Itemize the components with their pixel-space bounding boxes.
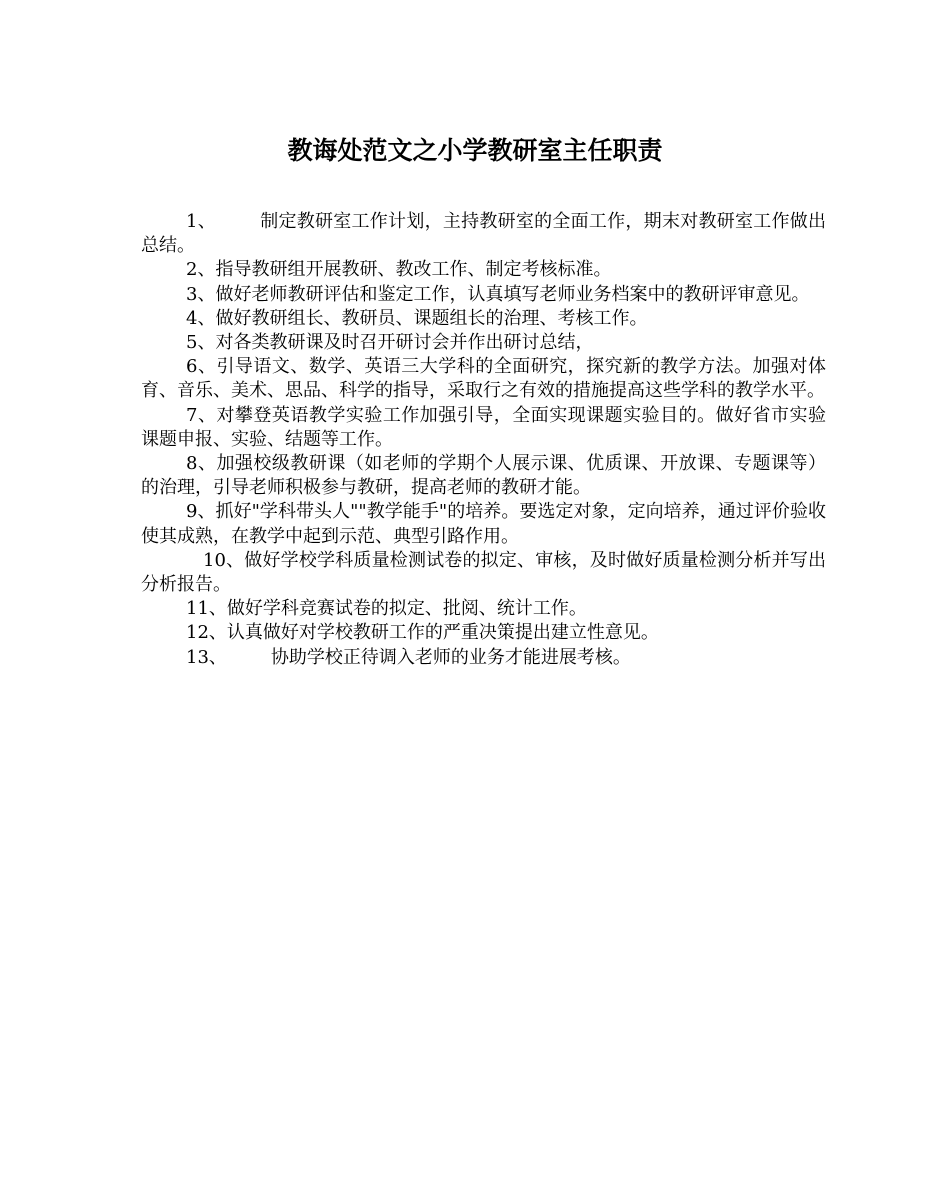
list-item-6 (141, 355, 826, 403)
item-text: 做好教研组长、教研员、课题组长的治理、考核工作。 (215, 307, 648, 329)
item-text: 对各类教研课及时召开研讨会并作出研讨总结， (215, 332, 594, 354)
item-text: 引导语文、数学、英语三大学科的全面研究，探究新的教学方法。加强对体育、音乐、美术、思品、科学的指导，采取行之有效的措施提高这些学科的教学水平。 (141, 356, 827, 402)
item-number: 4、 (186, 307, 216, 329)
item-number: 11、 (186, 598, 227, 620)
list-item-11 (141, 597, 826, 621)
list-item-7 (141, 404, 826, 452)
item-number: 7、 (186, 404, 217, 426)
item-text: 做好老师教研评估和鉴定工作，认真填写老师业务档案中的教研评审意见。 (215, 283, 810, 305)
item-number: 5、 (186, 332, 216, 354)
list-item-12 (141, 621, 826, 645)
item-text: 加强校级教研课（如老师的学期个人展示课、优质课、开放课、专题课等）的治理，引导老师积极参与教研，提高老师的教研才能。 (141, 453, 827, 499)
item-text: 认真做好对学校教研工作的严重决策提出建立性意见。 (226, 622, 659, 644)
list-item-2 (141, 258, 826, 282)
item-number: 6、 (186, 356, 217, 378)
list-item-10 (141, 549, 826, 597)
list-item-9 (141, 500, 826, 548)
item-number: 8、 (186, 453, 217, 475)
item-number: 12、 (186, 622, 227, 644)
item-text: 做好学科竞赛试卷的拟定、批阅、统计工作。 (226, 598, 587, 620)
document-body (141, 210, 826, 670)
list-item-3 (141, 283, 826, 307)
item-number: 2、 (186, 259, 216, 281)
item-text: 抓好"学科带头人""教学能手"的培养。要选定对象，定向培养，通过评价验收使其成熟，在教学中起到示范、典型引路作用。 (141, 501, 826, 547)
list-item-5 (141, 331, 826, 355)
item-number: 13、 (186, 646, 227, 668)
list-item-8 (141, 452, 826, 500)
item-number: 9、 (186, 501, 216, 523)
list-item-13 (141, 646, 826, 670)
page-title: 教诲处范文之小学教研室主任职责 (287, 136, 663, 165)
item-text: 制定教研室工作计划，主持教研室的全面工作，期末对教研室工作做出总结。 (141, 211, 827, 257)
item-text: 协助学校正待调入老师的业务才能进展考核。 (270, 646, 631, 668)
item-number: 3、 (186, 283, 216, 305)
list-item-4 (141, 307, 826, 331)
item-number: 1、 (186, 211, 216, 232)
item-text: 做好学校学科质量检测试卷的拟定、审核，及时做好质量检测分析并写出分析报告。 (141, 549, 827, 596)
list-item-1 (141, 210, 826, 258)
item-text: 对攀登英语教学实验工作加强引导，全面实现课题实验目的。做好省市实验课题申报、实验、结题等工作。 (141, 404, 827, 450)
item-number: 10、 (203, 549, 245, 571)
item-text: 指导教研组开展教研、教改工作、制定考核标准。 (215, 259, 612, 281)
